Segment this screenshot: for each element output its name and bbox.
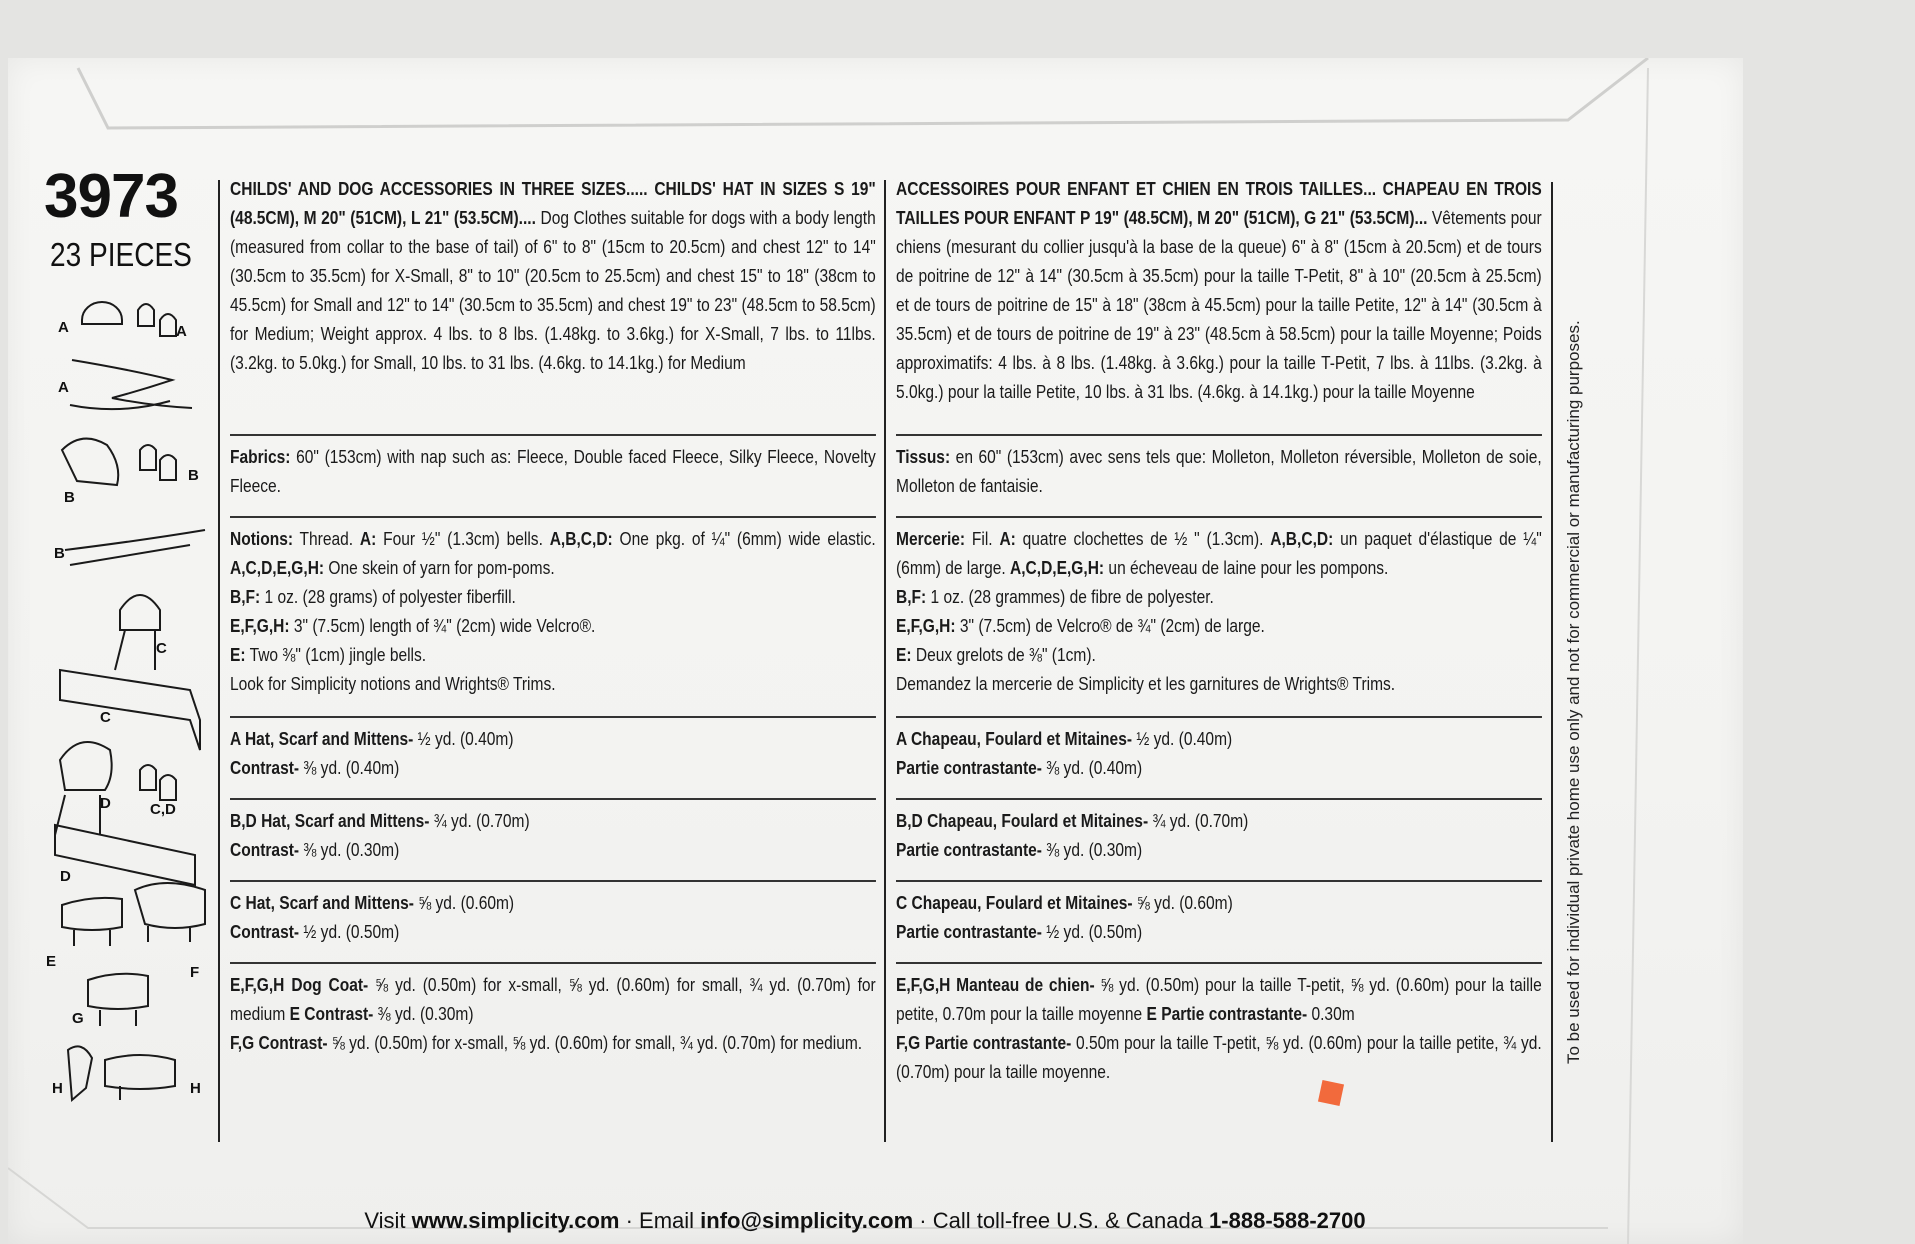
hat-b-sketch xyxy=(62,439,118,485)
notions-view-label: A: xyxy=(999,528,1016,549)
view-letter: C,D xyxy=(150,801,176,818)
yardage-label: B,D Chapeau, Foulard et Mitaines- xyxy=(896,810,1149,831)
contrast-label: Partie contrastante- xyxy=(896,757,1042,778)
fabrics-label: Fabrics: xyxy=(230,446,291,467)
notions-view-label: E: xyxy=(230,644,246,665)
hat-a-sketch xyxy=(82,302,122,324)
contrast-value: ⅜ yd. (0.30m) xyxy=(1041,839,1143,860)
yardage-label: A Hat, Scarf and Mittens- xyxy=(230,728,414,749)
footer-visit-label: Visit xyxy=(364,1208,412,1233)
mitten-a-sketch xyxy=(138,304,176,336)
contrast-label: Partie contrastante- xyxy=(896,839,1042,860)
notions-text: One pkg. of ¼" (6mm) wide elastic. xyxy=(612,528,876,549)
contrast-value: ⅜ yd. (0.40m) xyxy=(1041,757,1143,778)
column-rule xyxy=(218,180,220,1142)
column-rule xyxy=(1551,182,1553,1142)
mitten-b-sketch xyxy=(140,445,176,480)
notions-text: Deux grelots de ⅜" (1cm). xyxy=(911,644,1096,665)
contrast-label: E Partie contrastante- xyxy=(1146,1003,1308,1024)
notions-text: 1 oz. (28 grammes) de fibre de polyester. xyxy=(926,586,1214,607)
view-letter: B xyxy=(64,489,75,506)
view-letter: G xyxy=(72,1010,84,1027)
yardage-label: A Chapeau, Foulard et Mitaines- xyxy=(896,728,1133,749)
contact-footer xyxy=(0,1208,1730,1234)
yardage-a-section xyxy=(230,718,876,798)
view-letter: B xyxy=(188,467,199,484)
notions-view-label: A,B,C,D: xyxy=(1270,528,1334,549)
contrast-label: Contrast- xyxy=(230,757,300,778)
dog-coat-h1-sketch xyxy=(68,1046,92,1100)
yardage-value: ¾ yd. (0.70m) xyxy=(429,810,530,831)
contrast-value: 0.30m xyxy=(1307,1003,1355,1024)
scarf-c-sketch xyxy=(60,670,200,750)
email-link[interactable]: info@simplicity.com xyxy=(700,1208,914,1233)
yardage-label: C Hat, Scarf and Mittens- xyxy=(230,892,414,913)
yardage-value: ½ yd. (0.40m) xyxy=(1132,728,1233,749)
yardage-efgh-section xyxy=(896,964,1542,1086)
notions-text: Fil. xyxy=(965,528,1000,549)
view-letter: A xyxy=(58,319,69,336)
yardage-value: ⅝ yd. (0.50m) pour la taille T-petit, ⅝ yd. (0.60m) pour la taille petite, 0.70m pour la taille moyenne xyxy=(896,974,1542,1024)
english-column xyxy=(230,174,876,1057)
notions-label: Mercerie: xyxy=(896,528,966,549)
scarf-d-sketch xyxy=(55,825,195,885)
notions-view-label: E: xyxy=(896,644,912,665)
view-letter: A xyxy=(176,323,187,340)
yardage-value: ⅝ yd. (0.60m) xyxy=(413,892,515,913)
yardage-label: C Chapeau, Foulard et Mitaines- xyxy=(896,892,1133,913)
scarf-a-sketch xyxy=(70,360,192,409)
notions-text: Four ½" (1.3cm) bells. xyxy=(376,528,550,549)
description-text: Vêtements pour chiens (mesurant du collier jusqu'à la base de la queue) 6" à 8" (15cm à 20.5cm) et de tours de poitrine de 12" à 14" (30.5cm à 35.5cm) pour la taille T-Petit, 8" à 10" (20.5cm à 25.5cm) et de tours de poitrine de 15" à 18" (38cm à 45.5cm) pour la taille Petite, 12" à 14" (30.5cm à 35.5cm) et de tours de poitrine de 19" à 23" (48.5cm à 58.5cm) pour la taille Moyenne; Poids approximatifs: 4 lbs. à 8 lbs. (1.48kg. à 3.6kg.) pour la taille T-Petit, 7 lbs. à 11lbs. (3.2kg. à 5.0kg.) pour la taille Petite, 10 lbs. à 31 lbs. (4.6kg. à 14.1kg.) pour la taille Moyenne xyxy=(896,207,1542,402)
fabrics-section xyxy=(230,436,876,516)
description-text: Dog Clothes suitable for dogs with a body length (measured from collar to the base of tail) of 6" to 8" (15cm to 20.5cm) and chest 12" to 14" (30.5cm to 35.5cm) for X-Small, 8" to 10" (20.5cm to 25.5cm) and chest 15" to 18" (38cm to 45.5cm) for Small and 12" to 14" (30.5cm to 35.5cm) and chest 19" to 23" (48.5cm to 58.5cm) for Medium; Weight approx. 4 lbs. to 8 lbs. (1.48kg. to 3.6kg.) for X-Small, 7 lbs. to 11lbs. (3.2kg. to 5.0kg.) for Small, 10 lbs. to 31 lbs. (4.6kg. to 14.1kg.) for Medium xyxy=(230,207,876,373)
view-letter: D xyxy=(100,795,111,812)
notions-text: Thread. xyxy=(293,528,360,549)
yardage-value: ⅝ yd. (0.50m) for x-small, ⅝ yd. (0.60m) for small, ¾ yd. (0.70m) for medium xyxy=(230,974,876,1024)
view-letter: A xyxy=(58,379,69,396)
notions-view-label: A,C,D,E,G,H: xyxy=(230,557,325,578)
contrast-value: ½ yd. (0.50m) xyxy=(299,921,400,942)
pieces-count: 23 PIECES xyxy=(50,236,192,273)
notions-text: 3" (7.5cm) de Velcro® de ¾" (2cm) de large. xyxy=(955,615,1265,636)
view-letter: C xyxy=(156,640,167,657)
fabrics-text: 60" (153cm) with nap such as: Fleece, Double faced Fleece, Silky Fleece, Novelty Fleece. xyxy=(230,446,876,496)
view-letter: F xyxy=(190,964,200,981)
dog-coat-f-sketch xyxy=(135,883,205,942)
contrast-value: ⅜ yd. (0.30m) xyxy=(373,1003,474,1024)
dog-coat-h2-sketch xyxy=(105,1055,175,1100)
footer-call-label: · Call toll-free U.S. & Canada xyxy=(913,1208,1210,1233)
yardage-value: ⅝ yd. (0.60m) xyxy=(1132,892,1233,913)
notions-text: 3" (7.5cm) length of ¾" (2cm) wide Velcro®. xyxy=(289,615,596,636)
description-section xyxy=(230,174,876,422)
contrast-label: Contrast- xyxy=(230,839,300,860)
notions-text: un écheveau de laine pour les pompons. xyxy=(1104,557,1389,578)
description-heading: ACCESSOIRES POUR ENFANT ET CHIEN EN TROIS TAILLES... CHAPEAU EN TROIS TAILLES POUR ENFANT P 19" (48.5CM), M 20" (51CM), G 21" (53.5CM)... xyxy=(896,178,1542,228)
contrast-value: ⅜ yd. (0.40m) xyxy=(299,757,400,778)
notions-text: Two ⅜" (1cm) jingle bells. xyxy=(245,644,427,665)
notions-view-label: E,F,G,H: xyxy=(896,615,956,636)
yardage-bd-section xyxy=(896,800,1542,880)
notions-section xyxy=(230,518,876,716)
notions-note: Demandez la mercerie de Simplicity et les garnitures de Wrights® Trims. xyxy=(896,673,1396,694)
contrast-label: F,G Contrast- xyxy=(230,1032,328,1053)
dog-coat-g-sketch xyxy=(88,974,148,1026)
pattern-number: 3973 xyxy=(44,162,178,231)
usage-notice: To be used for individual private home use only and not for commercial or manufacturing purposes. xyxy=(1564,320,1583,1064)
scarf-b-sketch xyxy=(65,530,205,565)
notions-view-label: A,C,D,E,G,H: xyxy=(1010,557,1105,578)
phone-number: 1-888-588-2700 xyxy=(1209,1208,1366,1233)
view-letter: H xyxy=(52,1080,63,1097)
contrast-label: E Contrast- xyxy=(289,1003,374,1024)
contrast-value: 0.50m pour la taille T-petit, ⅝ yd. (0.60m) pour la taille petite, ¾ yd. (0.70m) pour la taille moyenne. xyxy=(896,1032,1542,1082)
notions-view-label: B,F: xyxy=(896,586,927,607)
contrast-value: ½ yd. (0.50m) xyxy=(1041,921,1143,942)
orange-sticker-mark xyxy=(1318,1080,1344,1106)
yardage-a-section xyxy=(896,718,1542,798)
contrast-value: ⅝ yd. (0.50m) for x-small, ⅝ yd. (0.60m) for small, ¾ yd. (0.70m) for medium. xyxy=(327,1032,863,1053)
mitten-cd-sketch xyxy=(140,765,176,800)
contrast-label: Partie contrastante- xyxy=(896,921,1042,942)
footer-email-label: · Email xyxy=(619,1208,701,1233)
notions-view-label: A,B,C,D: xyxy=(549,528,613,549)
french-column xyxy=(896,174,1542,1086)
column-rule xyxy=(884,180,886,1142)
notions-text: One skein of yarn for pom-poms. xyxy=(324,557,555,578)
hat-c-sketch xyxy=(115,595,160,670)
fabrics-section xyxy=(896,436,1542,516)
notions-view-label: E,F,G,H: xyxy=(230,615,290,636)
yardage-label: E,F,G,H Manteau de chien- xyxy=(896,974,1095,995)
notions-text: quatre clochettes de ½ " (1.3cm). xyxy=(1015,528,1271,549)
view-letter: D xyxy=(60,868,71,885)
description-heading: CHILDS' AND DOG ACCESSORIES IN THREE SIZES..... CHILDS' HAT IN SIZES S 19" (48.5CM), M 20" (51CM), L 21" (53.5CM).... xyxy=(230,178,876,228)
dog-coat-e-sketch xyxy=(62,898,122,946)
contrast-value: ⅜ yd. (0.30m) xyxy=(299,839,400,860)
yardage-c-section xyxy=(896,882,1542,962)
view-letter: H xyxy=(190,1080,201,1097)
yardage-label: E,F,G,H Dog Coat- xyxy=(230,974,369,995)
notions-text: 1 oz. (28 grams) of polyester fiberfill. xyxy=(260,586,516,607)
yardage-bd-section xyxy=(230,800,876,880)
notions-note: Look for Simplicity notions and Wrights® Trims. xyxy=(230,673,556,694)
yardage-efgh-section xyxy=(230,964,876,1057)
yardage-value: ¾ yd. (0.70m) xyxy=(1148,810,1249,831)
notions-view-label: B,F: xyxy=(230,586,261,607)
contrast-label: Contrast- xyxy=(230,921,300,942)
description-section xyxy=(896,174,1542,422)
view-letter: B xyxy=(54,545,65,562)
website-link[interactable]: www.simplicity.com xyxy=(411,1208,620,1233)
contrast-label: F,G Partie contrastante- xyxy=(896,1032,1072,1053)
yardage-c-section xyxy=(230,882,876,962)
fabrics-text: en 60" (153cm) avec sens tels que: Molleton, Molleton réversible, Molleton de soie, Molleton de fantaisie. xyxy=(896,446,1542,496)
notions-text: un paquet d'élastique de ¼"(6mm) de large. xyxy=(896,528,1542,578)
view-sketches xyxy=(40,280,220,1120)
view-letter: C xyxy=(100,709,111,726)
hat-d-sketch xyxy=(55,742,112,835)
yardage-label: B,D Hat, Scarf and Mittens- xyxy=(230,810,430,831)
yardage-value: ½ yd. (0.40m) xyxy=(413,728,514,749)
notions-view-label: A: xyxy=(359,528,377,549)
view-letter: E xyxy=(46,953,57,970)
notions-section xyxy=(896,518,1542,716)
fabrics-label: Tissus: xyxy=(896,446,951,467)
notions-label: Notions: xyxy=(230,528,294,549)
